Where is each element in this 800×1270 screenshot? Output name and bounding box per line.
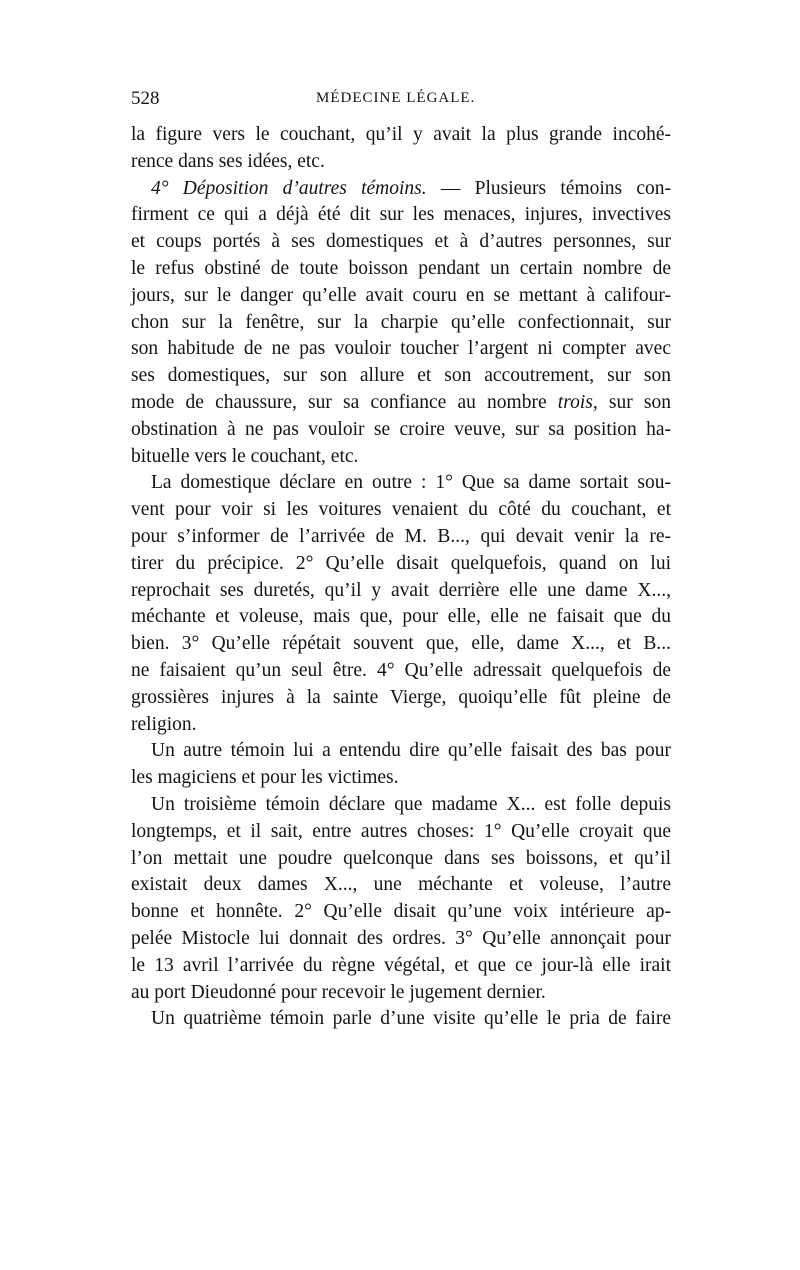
section-heading: 4° Déposition d’autres témoins. xyxy=(151,177,427,199)
text-line: bonne et honnête. 2° Qu’elle disait qu’une voix intérieure ap- xyxy=(131,901,671,923)
text-line: le refus obstiné de toute boisson pendant un certain nombre de xyxy=(131,257,671,279)
text-line xyxy=(131,176,671,203)
text-line: reprochait ses duretés, qu’il y avait derrière elle une dame X..., xyxy=(131,579,671,601)
book-page xyxy=(131,88,671,1033)
text-line: méchante et voleuse, mais que, pour elle, elle ne faisait que du xyxy=(131,606,671,628)
text-line: son habitude de ne pas vouloir toucher l’argent ni compter avec xyxy=(131,338,671,360)
text-line: Un troisième témoin déclare que madame X... est folle depuis xyxy=(151,793,671,815)
text-line: bituelle vers le couchant, etc. xyxy=(131,445,359,467)
text-line: les magiciens et pour les victimes. xyxy=(131,767,399,789)
text-run: mode de chaussure, sur sa confiance au nombre xyxy=(131,391,558,413)
text-line: obstination à ne pas vouloir se croire veuve, sur sa position ha- xyxy=(131,418,671,440)
text-line: longtemps, et il sait, entre autres choses: 1° Qu’elle croyait que xyxy=(131,820,671,842)
paragraph xyxy=(131,792,671,1006)
paragraph xyxy=(131,176,671,471)
text-line: ne faisaient qu’un seul être. 4° Qu’elle adressait quelquefois de xyxy=(131,659,671,681)
text-line: grossières injures à la sainte Vierge, quoiqu’elle fût pleine de xyxy=(131,686,671,708)
paragraph xyxy=(131,470,671,738)
text-line: pour s’informer de l’arrivée de M. B..., qui devait venir la re- xyxy=(131,525,671,547)
text-line: religion. xyxy=(131,713,197,735)
text-run: — Plusieurs témoins con- xyxy=(426,177,672,199)
text-line: le 13 avril l’arrivée du règne végétal, et que ce jour-là elle irait xyxy=(131,954,671,976)
text-line: et coups portés à ses domestiques et à d’autres personnes, sur xyxy=(131,231,671,253)
text-line: vent pour voir si les voitures venaient du côté du couchant, et xyxy=(131,499,671,521)
running-title: MÉDECINE LÉGALE. xyxy=(316,90,476,106)
paragraph xyxy=(131,122,671,176)
paragraph xyxy=(131,738,671,792)
text-run: , sur son xyxy=(592,391,671,413)
text-line: rence dans ses idées, etc. xyxy=(131,150,325,172)
page-number: 528 xyxy=(131,88,160,109)
text-line: pelée Mistocle lui donnait des ordres. 3° Qu’elle annonçait pour xyxy=(131,927,671,949)
body-text xyxy=(131,122,671,1033)
text-line: chon sur la fenêtre, sur la charpie qu’elle confectionnait, sur xyxy=(131,311,671,333)
text-line: existait deux dames X..., une méchante et voleuse, l’autre xyxy=(131,874,671,896)
text-line: Un quatrième témoin parle d’une visite qu’elle le pria de faire xyxy=(151,1008,671,1030)
text-line: La domestique déclare en outre : 1° Que sa dame sortait sou- xyxy=(151,472,671,494)
text-line: Un autre témoin lui a entendu dire qu’elle faisait des bas pour xyxy=(151,740,671,762)
text-line: l’on mettait une poudre quelconque dans ses boissons, et qu’il xyxy=(131,847,671,869)
text-line xyxy=(131,390,671,417)
text-line: ses domestiques, sur son allure et son accoutrement, sur son xyxy=(131,365,671,387)
running-head xyxy=(131,88,671,122)
italic-word: trois xyxy=(557,391,593,413)
text-line: jours, sur le danger qu’elle avait couru en se mettant à califour- xyxy=(131,284,671,306)
text-line: la figure vers le couchant, qu’il y avait la plus grande incohé- xyxy=(131,124,671,145)
text-line: tirer du précipice. 2° Qu’elle disait quelquefois, quand on lui xyxy=(131,552,671,574)
text-line: firment ce qui a déjà été dit sur les menaces, injures, invectives xyxy=(131,204,671,226)
paragraph xyxy=(131,1006,671,1033)
text-line: bien. 3° Qu’elle répétait souvent que, elle, dame X..., et B... xyxy=(131,633,671,655)
text-line: au port Dieudonné pour recevoir le jugement dernier. xyxy=(131,981,546,1003)
